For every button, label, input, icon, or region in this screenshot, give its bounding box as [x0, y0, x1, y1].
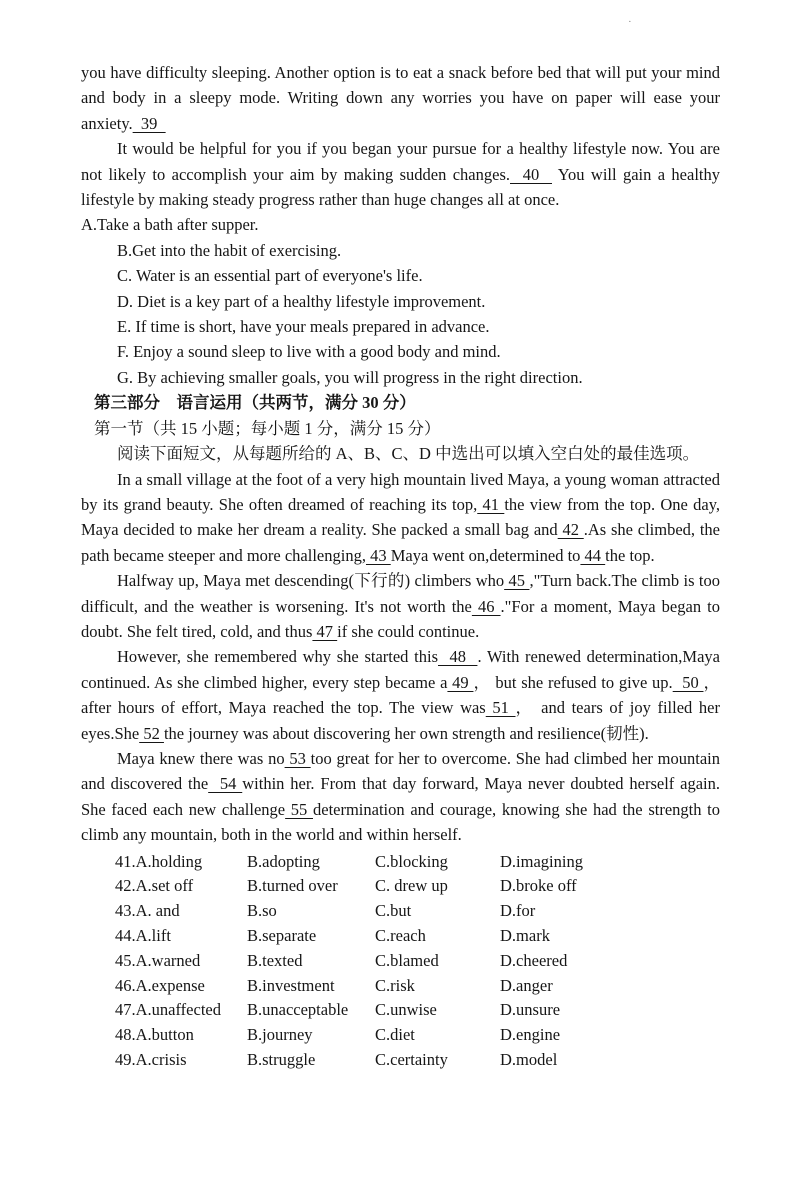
text-run: too great for her to overcome. She had climbed her mountain and discovered the: [81, 748, 721, 794]
choice-cell-q48: 48.A.button: [115, 1025, 194, 1045]
blank-40: 40: [510, 164, 552, 184]
section-heading: [81, 390, 720, 415]
blank-52: 52: [139, 723, 164, 743]
text-run: .As she climbed, the path became steeper and more challenging,: [81, 520, 720, 565]
choice-cell-q44: D.mark: [500, 925, 550, 945]
text-run: ."For a moment, Maya began to doubt. She felt tired, cold, and thus: [81, 596, 720, 641]
blank-55: 55: [285, 799, 313, 819]
cloze-para-4: [81, 746, 720, 848]
choice-cell-q42: B.turned over: [247, 876, 338, 896]
text-run: the journey was about discovering her own strength and resilience(韧性).: [163, 723, 649, 743]
option-e: [81, 314, 720, 339]
choice-cell-q42: D.broke off: [500, 876, 577, 896]
text-run: ， but she refused to give up.: [473, 672, 673, 692]
choice-cell-q41: B.adopting: [247, 851, 320, 871]
choice-cell-q45: B.texted: [247, 950, 303, 970]
blank-53: 53: [284, 748, 311, 768]
choice-cell-q48: C.diet: [375, 1025, 415, 1045]
option-a: [81, 212, 720, 237]
option-c: [81, 263, 720, 288]
option-g: [81, 365, 720, 390]
text-run: G. By achieving smaller goals, you will progress in the right direction.: [117, 367, 583, 387]
text-run: E. If time is short, have your meals prepared in advance.: [117, 317, 490, 337]
option-b: [81, 238, 720, 263]
blank-51: 51: [485, 698, 516, 718]
para-sleep-advice: [81, 60, 720, 136]
cloze-para-1: [81, 467, 720, 569]
option-f: [81, 339, 720, 364]
blank-42: 42: [557, 520, 584, 540]
blank-39: 39: [132, 113, 166, 133]
choice-cell-q43: B.so: [247, 901, 277, 921]
choice-cell-q42: 42.A.set off: [115, 876, 194, 896]
text-run: the view from the top. One day, Maya decided to make her dream a reality. She packed a small bag and: [81, 494, 721, 540]
text-run: the top.: [605, 545, 655, 565]
text-run: within her. From that day forward, Maya never doubted herself again. She faced each new challenge: [81, 774, 721, 819]
text-run: ， after hours of effort, Maya reached the top. The view was: [81, 672, 720, 718]
text-run: In a small village at the foot of a very high mountain lived Maya, a young woman attracted by its grand beauty. She often dreamed of reaching its top,: [81, 469, 720, 514]
choice-cell-q43: 43.A. and: [115, 901, 180, 921]
choice-cell-q47: D.unsure: [500, 1000, 561, 1020]
cloze-para-2: [81, 568, 720, 644]
choice-cell-q45: D.cheered: [500, 950, 568, 970]
text-run: Halfway up, Maya met descending(下行的) climbers who: [117, 571, 505, 591]
text-run: ,"Turn back.The climb is too difficult, and the weather is worsening. It's not worth the: [81, 571, 720, 616]
choice-cell-q47: 47.A.unaffected: [115, 1000, 221, 1020]
choice-cell-q49: B.struggle: [247, 1049, 316, 1069]
blank-50: 50: [672, 672, 704, 692]
text-run: you have difficulty sleeping. Another option is to eat a snack before bed that will put your mind and body in a sleepy mode. Writing down any worries you have on paper will ease your anxiety.: [81, 63, 720, 133]
blank-45: 45: [504, 571, 530, 591]
choice-cell-q42: C. drew up: [375, 876, 448, 896]
choice-cell-q43: D.for: [500, 901, 536, 921]
text-run: It would be helpful for you if you began your pursue for a healthy lifestyle now. You are not likely to accomplish your aim by making sudden changes.: [81, 139, 720, 184]
para-healthy-lifestyle: [81, 136, 720, 212]
blank-47: 47: [312, 621, 338, 641]
blank-44: 44: [580, 545, 606, 565]
choice-cell-q44: 44.A.lift: [115, 925, 171, 945]
subsection-heading: [81, 416, 720, 441]
text-run: You will gain a healthy lifestyle by making steady progress rather than huge changes all at once.: [81, 164, 720, 210]
text-run: Maya went on,determined to: [390, 545, 581, 565]
text-run: determination and courage, knowing she had the strength to climb any mountain, both in the world and within herself.: [81, 799, 720, 845]
choice-cell-q41: 41.A.holding: [115, 851, 203, 871]
option-d: [81, 289, 720, 314]
text-run: A.Take a bath after supper.: [81, 215, 259, 235]
blank-43: 43: [365, 545, 391, 565]
choice-cell-q49: 49.A.crisis: [115, 1049, 187, 1069]
choice-cell-q49: C.certainty: [375, 1049, 448, 1069]
text-run: ， and tears of joy filled her eyes.She: [81, 698, 720, 743]
choice-cell-q43: C.but: [375, 901, 412, 921]
choice-cell-q41: D.imagining: [500, 851, 583, 871]
text-run: 阅读下面短文，从每题所给的 A、B、C、D 中选出可以填入空白处的最佳选项。: [117, 444, 700, 464]
choice-cell-q47: B.unacceptable: [247, 1000, 349, 1020]
choice-cell-q45: C.blamed: [375, 950, 439, 970]
text-run: . With renewed determination,Maya continued. As she climbed higher, every step became a: [81, 647, 720, 692]
choice-cell-q48: D.engine: [500, 1025, 561, 1045]
instructions: [81, 441, 720, 466]
cloze-para-3: [81, 644, 720, 746]
choice-cell-q46: 46.A.expense: [115, 975, 205, 995]
text-run: D. Diet is a key part of a healthy lifestyle improvement.: [117, 291, 486, 311]
blank-46: 46: [471, 596, 501, 616]
text-run: However, she remembered why she started this: [117, 647, 438, 667]
choice-cell-q47: C.unwise: [375, 1000, 437, 1020]
blank-49: 49: [447, 672, 474, 692]
text-run: if she could continue.: [337, 621, 480, 641]
text-run: 第三部分 语言运用（共两节，满分 30 分）: [94, 393, 416, 413]
document-body: [81, 60, 720, 848]
choice-cell-q46: C.risk: [375, 975, 415, 995]
choice-cell-q46: B.investment: [247, 975, 335, 995]
choice-cell-q48: B.journey: [247, 1025, 313, 1045]
blank-54: 54: [208, 774, 243, 794]
choice-cell-q44: B.separate: [247, 925, 317, 945]
text-run: B.Get into the habit of exercising.: [117, 240, 342, 260]
blank-48: 48: [438, 647, 478, 667]
text-run: C. Water is an essential part of everyone's life.: [117, 266, 423, 286]
choice-cell-q41: C.blocking: [375, 851, 448, 871]
choice-cell-q45: 45.A.warned: [115, 950, 201, 970]
text-run: Maya knew there was no: [117, 748, 285, 768]
choice-cell-q49: D.model: [500, 1049, 558, 1069]
page-corner-mark: ·: [628, 16, 632, 28]
choice-cell-q44: C.reach: [375, 925, 426, 945]
blank-41: 41: [477, 494, 505, 514]
choice-cell-q46: D.anger: [500, 975, 553, 995]
text-run: F. Enjoy a sound sleep to live with a good body and mind.: [117, 342, 501, 362]
text-run: 第一节（共 15 小题；每小题 1 分，满分 15 分）: [94, 418, 441, 438]
options-grid: [115, 850, 720, 1073]
